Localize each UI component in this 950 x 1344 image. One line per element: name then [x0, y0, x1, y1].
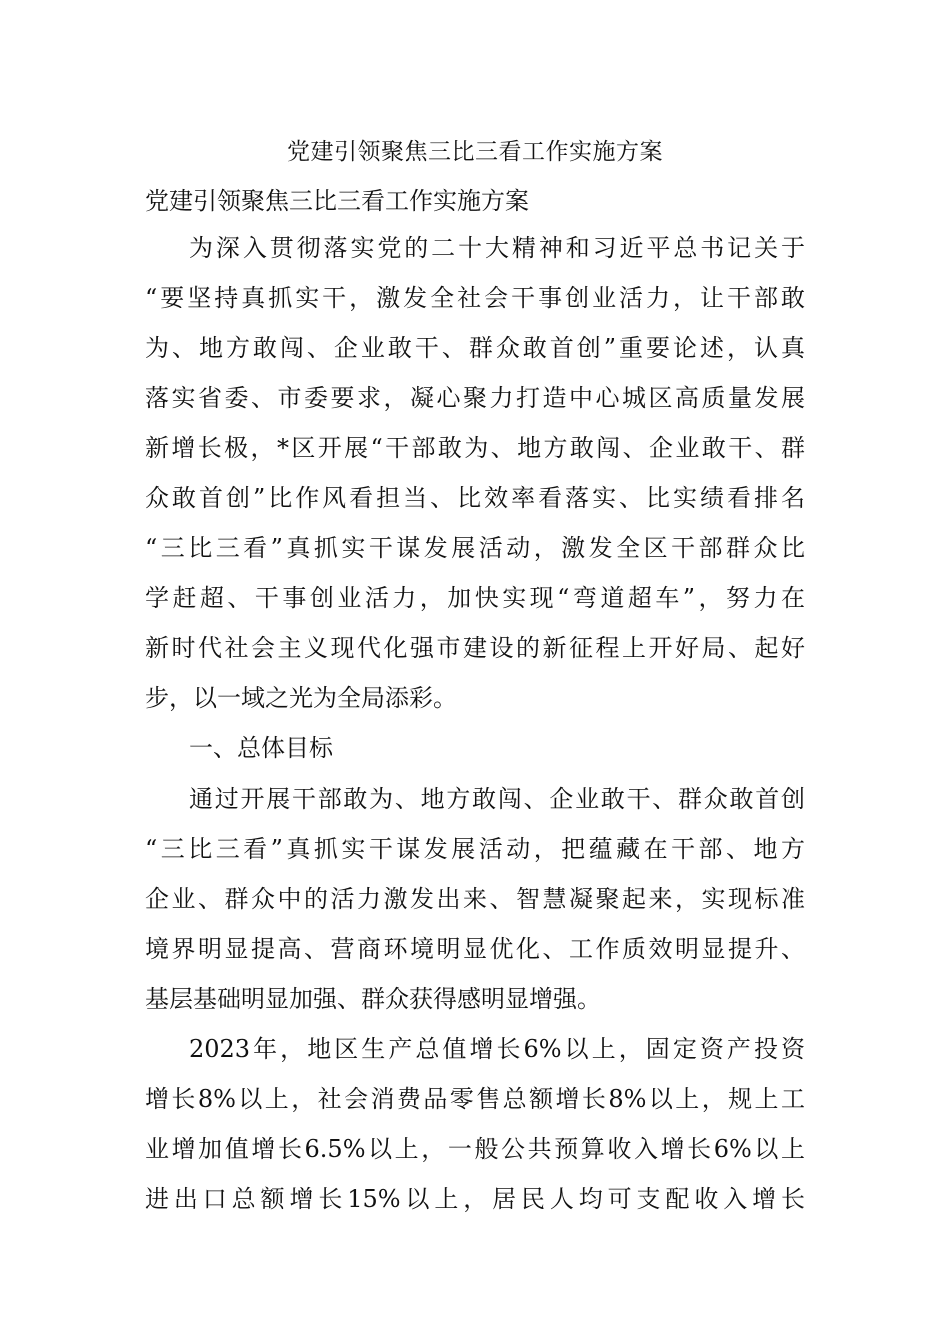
paragraph-line: “三比三看”真抓实干谋发展活动，把蕴藏在干部、地方 [145, 835, 805, 863]
paragraph-line: 2023年，地区生产总值增长6%以上，固定资产投资 [189, 1035, 805, 1063]
paragraph-line: 步，以一域之光为全局添彩。 [145, 684, 457, 712]
section-heading: 一、总体目标 [189, 734, 333, 762]
paragraph-line: 为深入贯彻落实党的二十大精神和习近平总书记关于 [189, 234, 805, 262]
paragraph-line: 落实省委、市委要求，凝心聚力打造中心城区高质量发展 [145, 384, 805, 412]
paragraph-line: 新时代社会主义现代化强市建设的新征程上开好局、起好 [145, 634, 805, 662]
paragraph-line: 通过开展干部敢为、地方敢闯、企业敢干、群众敢首创 [189, 785, 805, 813]
paragraph-line: “三比三看”真抓实干谋发展活动，激发全区干部群众比 [145, 534, 805, 562]
paragraph-line: 境界明显提高、营商环境明显优化、工作质效明显提升、 [145, 935, 805, 963]
paragraph-line: 增长8%以上，社会消费品零售总额增长8%以上，规上工 [145, 1085, 805, 1113]
paragraph-line: 众敢首创”比作风看担当、比效率看落实、比实绩看排名 [145, 484, 805, 512]
paragraph-line: “要坚持真抓实干，激发全社会干事创业活力，让干部敢 [145, 284, 805, 312]
paragraph-line: 为、地方敢闯、企业敢干、群众敢首创”重要论述，认真 [145, 334, 805, 362]
paragraph-line: 业增加值增长6.5%以上，一般公共预算收入增长6%以上 [145, 1135, 805, 1163]
paragraph-line: 基层基础明显加强、群众获得感明显增强。 [145, 985, 601, 1013]
paragraph-line: 新增长极，*区开展“干部敢为、地方敢闯、企业敢干、群 [145, 434, 805, 462]
document-subtitle: 党建引领聚焦三比三看工作实施方案 [145, 187, 529, 215]
paragraph-line: 学赶超、干事创业活力，加快实现“弯道超车”，努力在 [145, 584, 805, 612]
document-title: 党建引领聚焦三比三看工作实施方案 [287, 139, 663, 165]
paragraph-line: 进出口总额增长15%以上，居民人均可支配收入增长 [145, 1185, 805, 1213]
paragraph-line: 企业、群众中的活力激发出来、智慧凝聚起来，实现标准 [145, 885, 805, 913]
